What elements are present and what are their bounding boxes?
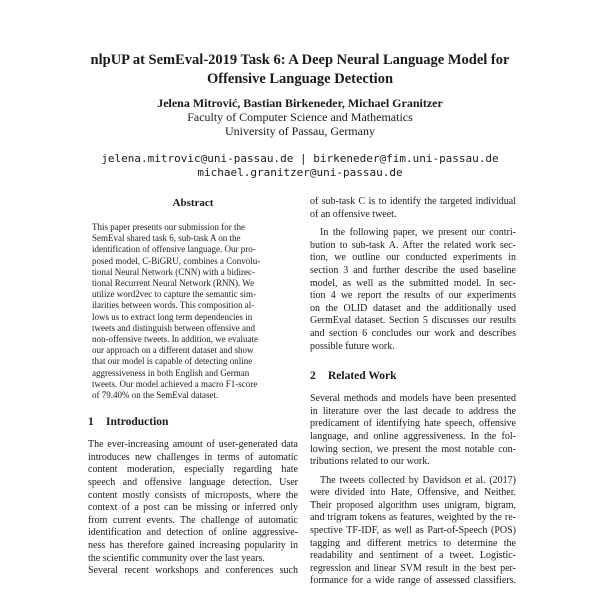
section-number: 1 [88,416,94,429]
body-line: formance for a wide range of assessed classifiers. [310,575,516,587]
body-line: on the OLID dataset and the additionally used [310,302,516,314]
body-line: tributions related to our work. [310,456,430,468]
affiliation-line-1: Faculty of Computer Science and Mathematics [187,110,413,124]
left-column [88,196,298,578]
section-number: 2 [310,370,316,383]
abstract-line: utilize word2vec to capture the semantic sim- [92,289,256,300]
body-line: model, as well as the submitted model. In sec- [310,277,516,289]
body-line: lowing section, we present the most notable con- [310,443,516,455]
introduction-body [88,439,298,578]
abstract-line: tional Neural Network (CNN) with a bidirec- [92,266,255,277]
body-line: context of a post can be missing or inferred only [88,502,298,514]
email-line-1: jelena.mitrovic@uni-passau.de | birkeneder@fim.uni-passau.de [101,152,499,165]
abstract-line: non-offensive tweets. In addition, we evaluate [92,334,259,345]
affiliation-line-2: University of Passau, Germany [225,124,375,138]
body-line: content moderation, especially regarding hate [88,464,298,476]
abstract-line: SemEval shared task 6, sub-task A on the [92,233,241,244]
abstract-line: tweets. Our model achieved a macro F1-score [92,378,258,389]
body-line: regression and linear SVM result in the best per- [310,562,516,574]
abstract-line: tweets and distinguish between offensive and [92,322,256,333]
abstract-line: ilarities between words. This composition al- [92,300,255,311]
body-line: possible future work. [310,340,395,352]
introduction-continued-para-1 [310,196,516,221]
body-line: introduces new challenges in terms of automatic [88,451,298,463]
body-line: speech and offensive language detection. User [88,477,298,489]
author-list: Jelena Mitrović, Bastian Birkeneder, Michael Granitzer [157,96,443,110]
body-line: Their proposed algorithm uses unigram, bigram, [310,499,516,511]
body-line: section 3 and further describe the used baseline [310,264,516,276]
body-line: ness has therefore gained increasing popularity in [88,540,298,551]
abstract-line: lows us to extract long term dependencies in [92,311,253,322]
section-title: Related Work [328,370,397,383]
body-line: Several recent workshops and conferences such [88,565,298,577]
paper-title-line-2: Offensive Language Detection [206,71,394,87]
body-line: the scientific community over the last years. [88,552,265,564]
abstract-heading: Abstract [172,197,214,209]
abstract-line: identification of offensive language. Our pro- [92,244,256,255]
body-line: of an offensive tweet. [310,208,397,220]
abstract-line: tional Recurrent Neural Network (RNN). We [92,278,255,289]
body-line: Several methods and models have been presented [310,393,516,405]
body-line: identification and detection of online aggressive- [88,527,298,539]
abstract-body [88,222,298,401]
body-line: In the following paper, we present our contri- [320,227,516,239]
body-line: and section 6 concludes our work and describes [310,327,516,339]
right-column [310,196,516,588]
introduction-continued-para-2 [310,227,516,353]
abstract-line: that our model is capable of detecting online [92,356,253,367]
abstract-line: posed model, C-BiGRU, combines a Convolu- [92,255,261,266]
body-line: tion 4 we report the results of our experiments [310,290,516,302]
body-line: in literature over the last decade to address the [310,405,516,417]
body-line: The tweets collected by Davidson et al. (2017) [320,474,516,486]
body-line: tagging and different metrics to determine the [310,537,516,549]
body-line: content mostly consists of microposts, where the [88,489,298,501]
body-line: from current events. The challenge of automatic [88,514,298,526]
abstract-line: This paper presents our submission for the [92,222,245,232]
body-line: were divided into Hate, Offensive, and Neither. [310,487,516,499]
body-line: bution to sub-task A. After the related work sec- [310,239,516,251]
related-work-para-2 [310,475,516,588]
body-line: The ever-increasing amount of user-generated data [88,439,298,451]
paper-title-line-1: nlpUP at SemEval-2019 Task 6: A Deep Neural Language Model for [90,52,510,68]
section-heading-related-work [310,369,516,383]
abstract-line: of 79.40% on the SemEval dataset. [92,390,219,401]
body-line: predicament of identifying hate speech, offensive [310,418,516,430]
body-line: language, and online aggressiveness. In the fol- [310,430,516,442]
related-work-para-1 [310,393,516,469]
email-line-2: michael.granitzer@uni-passau.de [197,166,403,179]
body-line: tion, we outline our conducted experiments in [310,252,516,264]
section-heading-introduction [88,415,298,429]
body-line: spective TF-IDF, as well as Part-of-Speech (POS) [310,525,516,537]
body-line: readability and sentiment of a tweet. Logistic- [310,550,516,562]
section-title: Introduction [106,416,169,429]
abstract-line: our approach on a different dataset and show [92,345,254,356]
abstract-line: aggressiveness in both English and German [92,367,250,378]
body-line: GermEval dataset. Section 5 discusses our results [310,315,516,327]
body-line: of sub-task C is to identify the targeted individual [310,196,516,207]
body-line: and trigram tokens as features, weighted by the re- [310,512,516,524]
